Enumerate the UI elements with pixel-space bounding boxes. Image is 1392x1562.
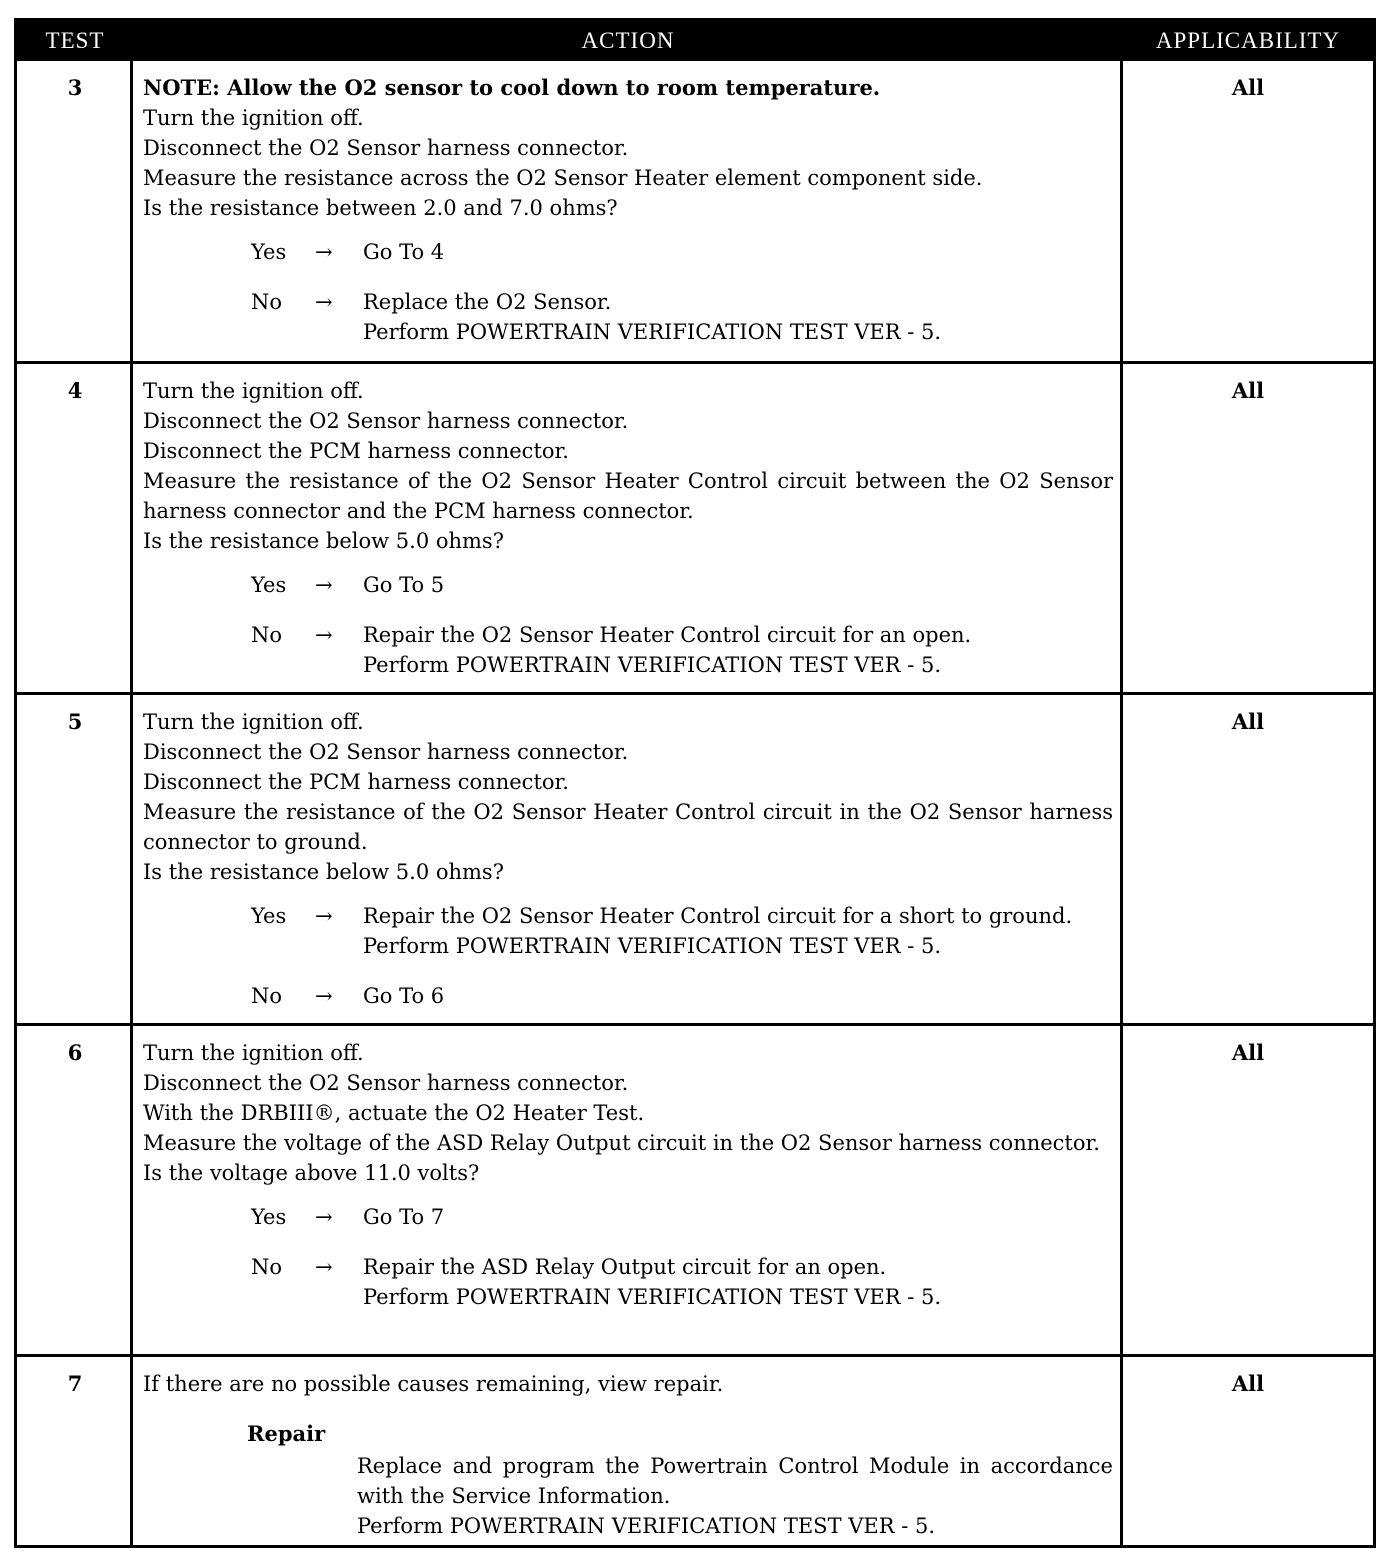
repair-text: Replace and program the Powertrain Control Module in accordance with the Service Information. bbox=[357, 1454, 1113, 1508]
step-line: Disconnect the O2 Sensor harness connector. bbox=[143, 1071, 629, 1095]
test-number: 6 bbox=[67, 1040, 83, 1065]
yes-result: Go To 5 bbox=[363, 573, 445, 597]
arrow-icon: → bbox=[315, 984, 333, 1008]
step-line: Disconnect the O2 Sensor harness connector. bbox=[143, 740, 629, 764]
action-cell bbox=[143, 376, 1113, 700]
no-result-verify: Perform POWERTRAIN VERIFICATION TEST VER - 5. bbox=[363, 1285, 942, 1309]
arrow-icon: → bbox=[315, 623, 333, 647]
yes-label: Yes bbox=[251, 240, 287, 264]
header-test: TEST bbox=[45, 28, 105, 53]
step-line: Measure the resistance of the O2 Sensor Heater Control circuit in the O2 Sensor harness connector to ground. bbox=[143, 800, 1113, 854]
arrow-icon: → bbox=[315, 904, 333, 928]
no-result: Repair the ASD Relay Output circuit for an open. bbox=[363, 1255, 887, 1279]
yes-result: Go To 4 bbox=[363, 240, 445, 264]
header-action: ACTION bbox=[581, 28, 675, 53]
applicability: All bbox=[1231, 1040, 1265, 1065]
step-line: Measure the resistance across the O2 Sensor Heater element component side. bbox=[143, 166, 983, 190]
yes-label: Yes bbox=[251, 904, 287, 928]
arrow-icon: → bbox=[315, 290, 333, 314]
action-cell bbox=[143, 1038, 1113, 1332]
arrow-icon: → bbox=[315, 573, 333, 597]
step-question: Is the voltage above 11.0 volts? bbox=[143, 1161, 480, 1185]
no-result-verify: Perform POWERTRAIN VERIFICATION TEST VER - 5. bbox=[363, 320, 942, 344]
applicability: All bbox=[1231, 75, 1265, 100]
yes-answer bbox=[143, 237, 1113, 267]
arrow-icon: → bbox=[315, 1205, 333, 1229]
table-row bbox=[17, 1357, 1373, 1545]
diagnostic-table bbox=[14, 18, 1376, 1548]
yes-label: Yes bbox=[251, 1205, 287, 1229]
step-line: Disconnect the PCM harness connector. bbox=[143, 439, 569, 463]
no-result-verify: Perform POWERTRAIN VERIFICATION TEST VER - 5. bbox=[363, 653, 942, 677]
step-line: Turn the ignition off. bbox=[143, 1041, 364, 1065]
table-row bbox=[17, 1026, 1373, 1354]
applicability: All bbox=[1231, 709, 1265, 734]
test-number: 3 bbox=[67, 75, 83, 100]
no-result: Repair the O2 Sensor Heater Control circuit for an open. bbox=[363, 623, 972, 647]
note-text: NOTE: Allow the O2 sensor to cool down to room temperature. bbox=[143, 75, 881, 100]
applicability: All bbox=[1231, 1371, 1265, 1396]
step-line: Disconnect the O2 Sensor harness connector. bbox=[143, 409, 629, 433]
table-row bbox=[17, 695, 1373, 1023]
step-question: Is the resistance between 2.0 and 7.0 ohms? bbox=[143, 196, 618, 220]
yes-answer bbox=[143, 901, 1113, 961]
step-line: Turn the ignition off. bbox=[143, 710, 364, 734]
step-line: Disconnect the PCM harness connector. bbox=[143, 770, 569, 794]
step-line: Measure the resistance of the O2 Sensor Heater Control circuit between the O2 Sensor harness connector and the PCM harness connector. bbox=[143, 469, 1113, 523]
header-applicability: APPLICABILITY bbox=[1155, 28, 1341, 53]
table-row bbox=[17, 364, 1373, 692]
yes-result-verify: Perform POWERTRAIN VERIFICATION TEST VER - 5. bbox=[363, 934, 942, 958]
step-line: Disconnect the O2 Sensor harness connector. bbox=[143, 136, 629, 160]
arrow-icon: → bbox=[315, 240, 333, 264]
yes-label: Yes bbox=[251, 573, 287, 597]
step-line: Turn the ignition off. bbox=[143, 379, 364, 403]
yes-answer bbox=[143, 570, 1113, 600]
step-question: Is the resistance below 5.0 ohms? bbox=[143, 860, 504, 884]
step-line: If there are no possible causes remaining, view repair. bbox=[143, 1372, 724, 1396]
step-line: Turn the ignition off. bbox=[143, 106, 364, 130]
test-number: 4 bbox=[67, 378, 83, 403]
no-label: No bbox=[251, 1255, 283, 1279]
test-number: 5 bbox=[67, 709, 83, 734]
yes-result: Repair the O2 Sensor Heater Control circuit for a short to ground. bbox=[363, 904, 1073, 928]
arrow-icon: → bbox=[315, 1255, 333, 1279]
repair-verify: Perform POWERTRAIN VERIFICATION TEST VER - 5. bbox=[357, 1514, 936, 1538]
step-question: Is the resistance below 5.0 ohms? bbox=[143, 529, 504, 553]
no-result: Replace the O2 Sensor. bbox=[363, 290, 612, 314]
step-line: With the DRBIII®, actuate the O2 Heater Test. bbox=[143, 1101, 645, 1125]
no-answer bbox=[143, 287, 1113, 347]
action-cell bbox=[143, 73, 1113, 367]
no-label: No bbox=[251, 984, 283, 1008]
action-cell bbox=[143, 1369, 1113, 1541]
repair-label: Repair bbox=[247, 1421, 326, 1446]
no-answer bbox=[143, 620, 1113, 680]
table-header bbox=[17, 21, 1373, 61]
no-answer bbox=[143, 981, 1113, 1011]
action-cell bbox=[143, 707, 1113, 1031]
table-row bbox=[17, 61, 1373, 361]
no-label: No bbox=[251, 623, 283, 647]
no-label: No bbox=[251, 290, 283, 314]
no-result: Go To 6 bbox=[363, 984, 445, 1008]
test-number: 7 bbox=[67, 1371, 83, 1396]
yes-answer bbox=[143, 1202, 1113, 1232]
step-line: Measure the voltage of the ASD Relay Output circuit in the O2 Sensor harness connector. bbox=[143, 1131, 1100, 1155]
no-answer bbox=[143, 1252, 1113, 1312]
yes-result: Go To 7 bbox=[363, 1205, 445, 1229]
applicability: All bbox=[1231, 378, 1265, 403]
